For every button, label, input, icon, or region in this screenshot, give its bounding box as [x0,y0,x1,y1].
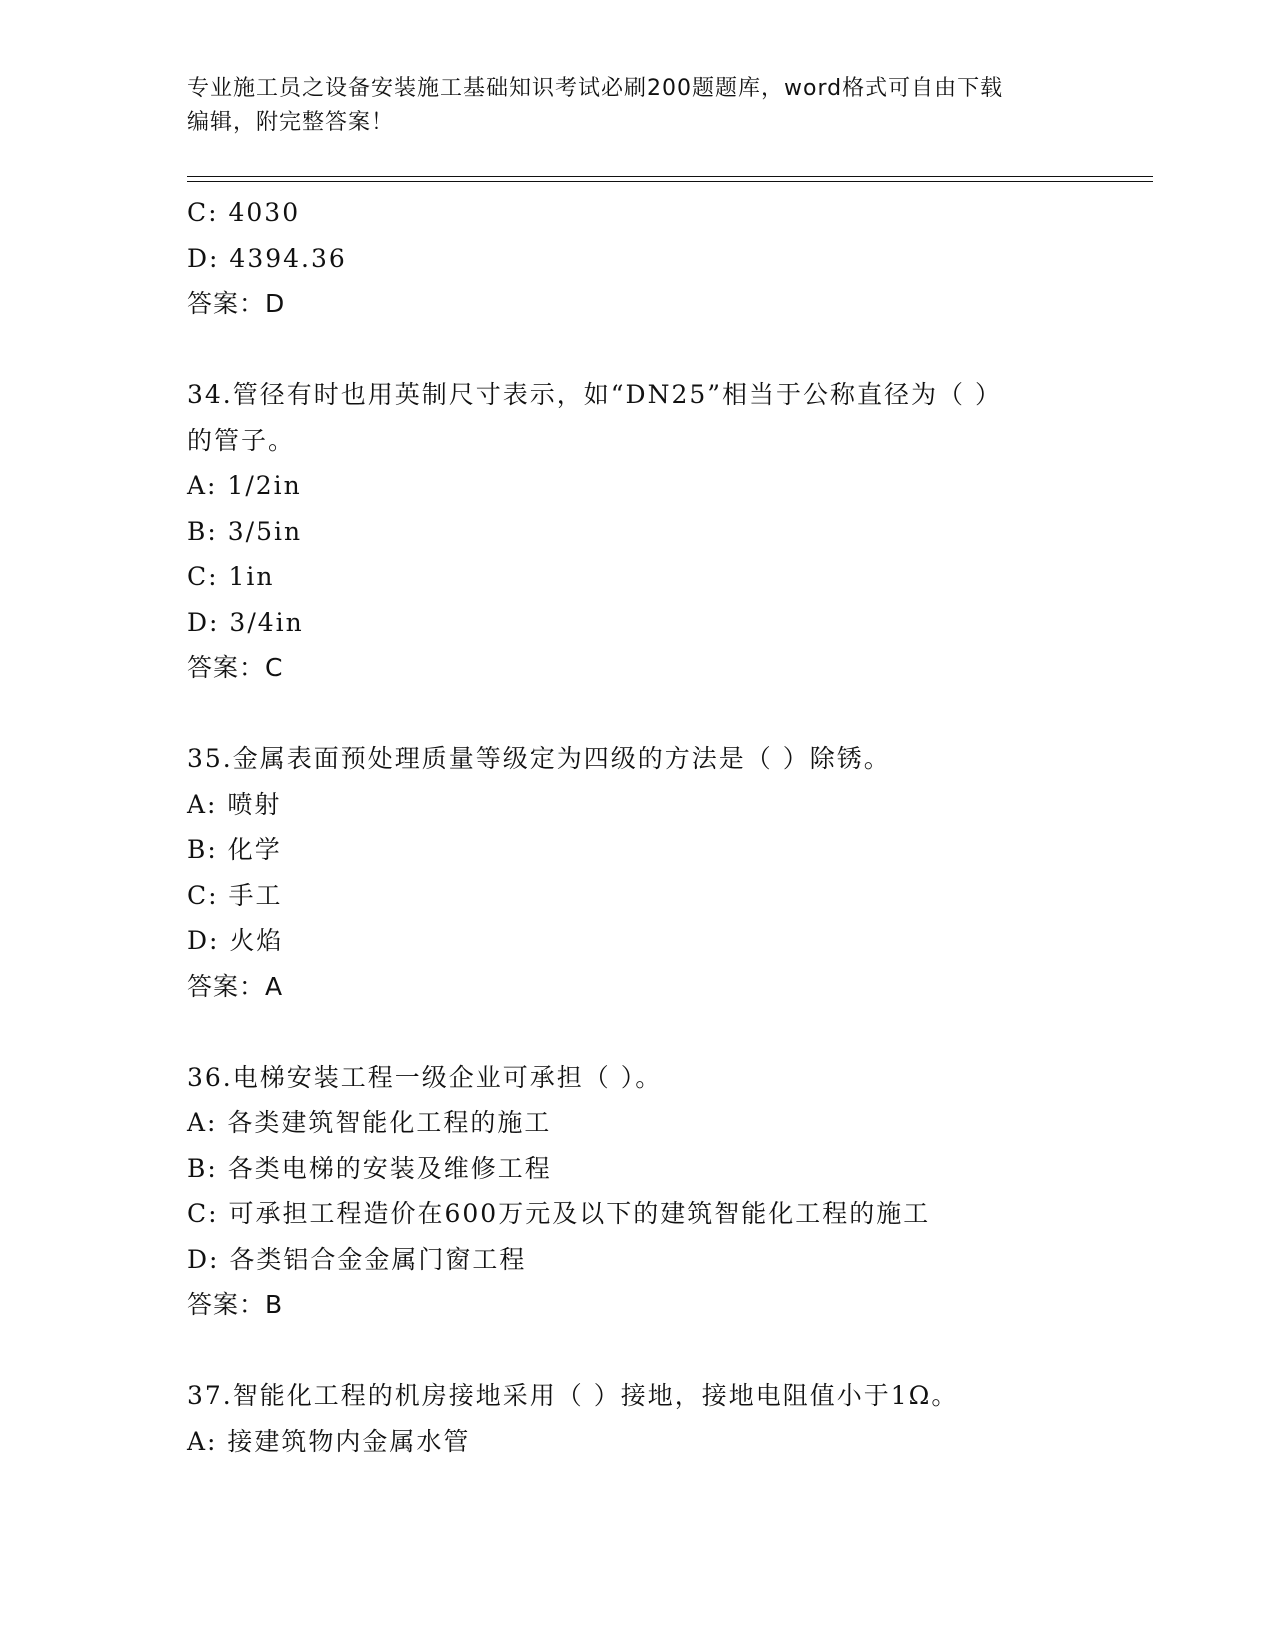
question-36-answer: 答案：B [187,1290,284,1319]
question-35-option-d: D: 火焰 [187,926,284,955]
spacer [187,691,1087,737]
question-34-answer: 答案：C [187,653,284,682]
question-34-option-c: C: 1in [187,562,275,591]
question-34-option-b: B: 3/5in [187,516,303,546]
question-content [187,190,1087,1464]
document-header [187,72,1067,140]
question-34-stem: 34.管径有时也用英制尺寸表示，如“DN25”相当于公称直径为（ ） [187,380,1002,409]
spacer [187,327,1087,373]
header-divider-bottom [187,181,1153,182]
question-36-option-a: A: 各类建筑智能化工程的施工 [187,1108,552,1137]
question-34-stem-cont: 的管子。 [187,425,296,455]
question-35-option-c: C: 手工 [187,880,283,910]
header-title-line1: 专业施工员之设备安装施工基础知识考试必刷200题题库，word格式可自由下载 [187,76,1004,101]
spacer [187,1009,1087,1055]
question-34-option-d: D: 3/4in [187,607,304,637]
header-divider-top [187,176,1153,177]
question-34-option-a: A: 1/2in [187,471,302,500]
question-37-stem: 37.智能化工程的机房接地采用（ ）接地，接地电阻值小于1Ω。 [187,1381,959,1410]
question-35-option-a: A: 喷射 [187,789,282,819]
spacer [187,1328,1087,1374]
prev-answer: 答案：D [187,289,286,318]
question-35-option-b: B: 化学 [187,835,282,864]
question-37-option-a: A: 接建筑物内金属水管 [187,1426,471,1456]
question-36-option-d: D: 各类铝合金金属门窗工程 [187,1244,527,1274]
question-35-answer: 答案：A [187,971,284,1001]
question-36-option-c: C: 可承担工程造价在600万元及以下的建筑智能化工程的施工 [187,1199,931,1228]
header-title-line2: 编辑，附完整答案！ [187,110,395,135]
prev-option-c: C: 4030 [187,198,301,227]
prev-option-d: D: 4394.36 [187,243,347,273]
question-35-stem: 35.金属表面预处理质量等级定为四级的方法是（ ）除锈。 [187,744,891,773]
question-36-option-b: B: 各类电梯的安装及维修工程 [187,1153,552,1183]
question-36-stem: 36.电梯安装工程一级企业可承担（ ）。 [187,1062,663,1092]
